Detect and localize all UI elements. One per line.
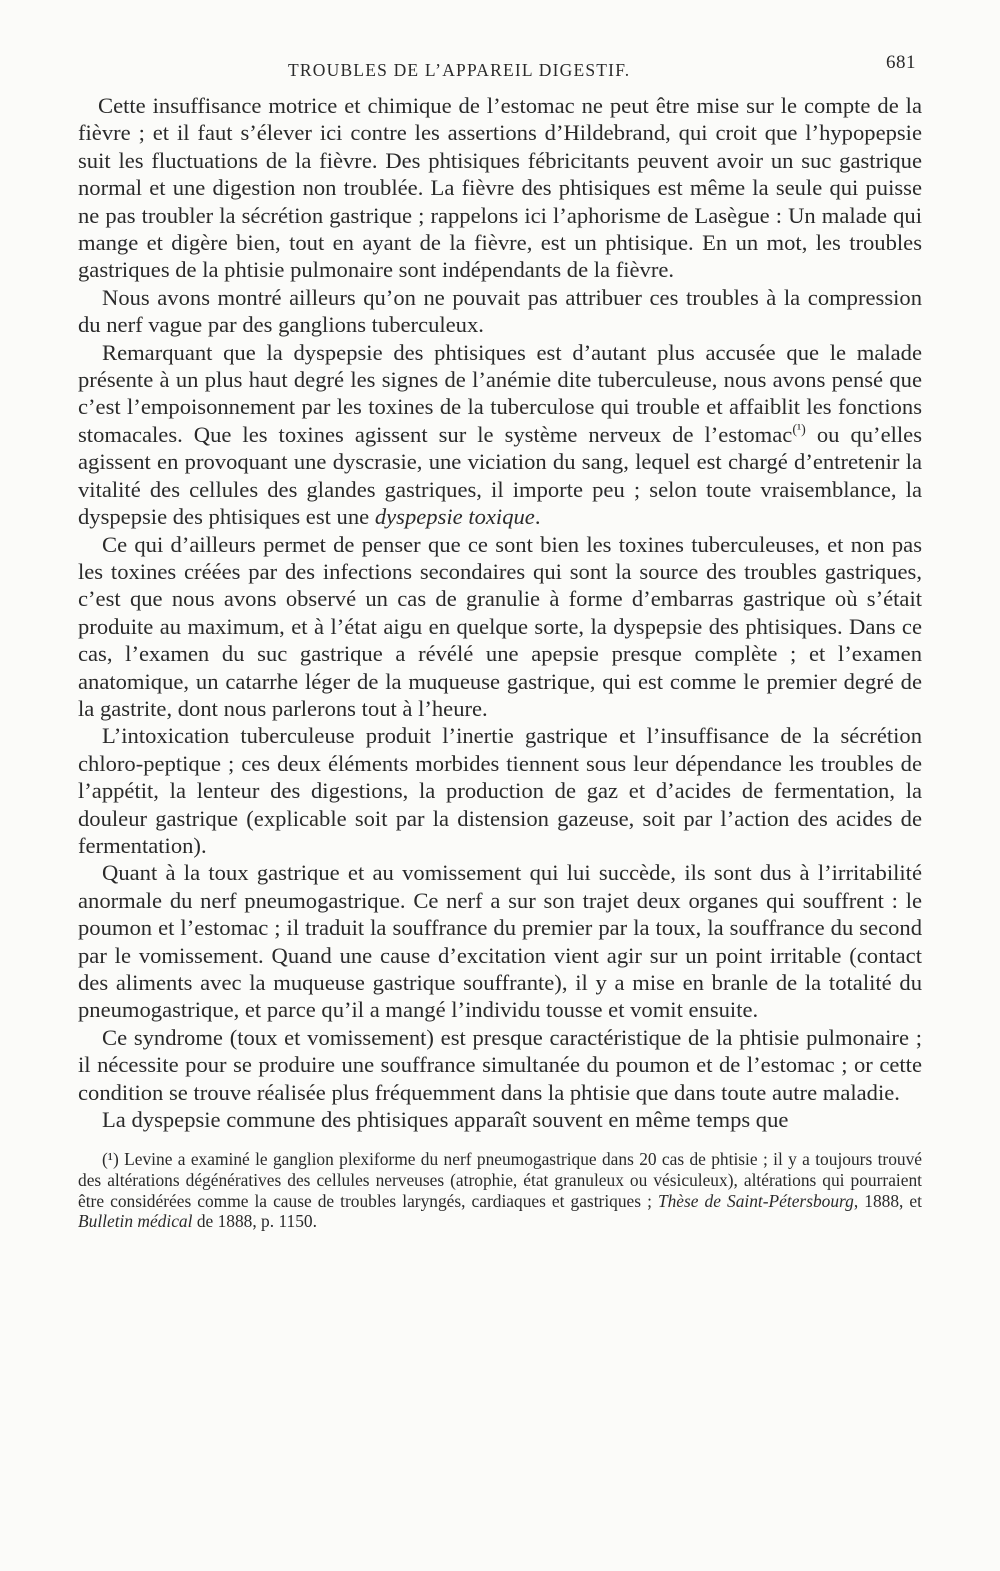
- paragraph-3: [78, 339, 922, 531]
- running-header: [78, 44, 922, 78]
- footnote-text-a: Levine a examiné le ganglion plexiforme du nerf pneumogastrique dans 20 cas de phtisie ; il y a toujours trouvé des altérations dégénératives des cellules nerveuses (atrophie, état granuleux ou vésiculeux), altérations qui pourraient être considérées comme la cause de troubles laryngés, cardiaques et gastriques ;: [78, 1149, 922, 1211]
- dyspepsie-toxique-term: dyspepsie toxique: [374, 504, 535, 530]
- body-text: [78, 92, 922, 1133]
- footnote-text-c: de 1888, p. 1150.: [192, 1211, 317, 1232]
- paragraph-8: La dyspepsie commune des phtisiques apparaît souvent en même temps que: [102, 1107, 789, 1133]
- page-number: 681: [886, 52, 916, 73]
- paragraph-2: Nous avons montré ailleurs qu’on ne pouvait pas attribuer ces troubles à la compression du nerf vague par des ganglions tuberculeux.: [78, 284, 922, 338]
- footnote-reference: (¹): [792, 422, 806, 438]
- paragraph-3-text-b: ou qu’elles agissent en provoquant une dyscrasie, une viciation du sang, lequel est chargé d’entretenir la vitalité des cellules des glandes gastriques, il importe peu ; selon toute vraisemblance, la dyspepsie des phtisiques est une: [78, 421, 922, 530]
- footnote-journal-title: Bulletin médical: [78, 1211, 193, 1232]
- paragraph-4: Ce qui d’ailleurs permet de penser que ce sont bien les toxines tuberculeuses, et non pas les toxines créées par des infections secondaires qui sont la source des troubles gastriques, c’est que nous avons observé un cas de granulie à forme d’embarras gastrique où s’était produite au maximum, et à l’état aigu en quelque sorte, la dyspepsie des phtisiques. Dans ce cas, l’examen du suc gastrique a révélé une apepsie presque complète ; et l’examen anatomique, un catarrhe léger de la muqueuse gastrique, qui est comme le premier degré de la gastrite, dont nous parlerons tout à l’heure.: [78, 531, 922, 721]
- paragraph-3-text-a: Remarquant que la dyspepsie des phtisiques est d’autant plus accusée que le malade présente à un plus haut degré les signes de l’anémie dite tuberculeuse, nous avons pensé que c’est l’empoisonnement par les toxines de la tuberculose qui trouble et affaiblit les fonctions stomacales. Que les toxines agissent sur le système nerveux de l’estomac: [78, 339, 922, 447]
- paragraph-6: Quant à la toux gastrique et au vomissement qui lui succède, ils sont dus à l’irritabilité anormale du nerf pneumogastrique. Ce nerf a sur son trajet deux organes qui souffrent : le poumon et l’estomac ; il traduit la souffrance du premier par la toux, la souffrance du second par le vomissement. Quand une cause d’excitation vient agir sur un point irritable (contact des aliments avec la muqueuse gastrique souffrante), il y a mise en branle de la totalité du pneumogastrique, et parce qu’il a mangé l’individu tousse et vomit ensuite.: [78, 860, 922, 1023]
- paragraph-5: L’intoxication tuberculeuse produit l’inertie gastrique et l’insuffisance de la sécrétion chloro-peptique ; ces deux éléments morbides tiennent sous leur dépendance les troubles de l’appétit, la lenteur des digestions, la production de gaz et d’acides de fermentation, la douleur gastrique (explicable soit par la distension gazeuse, soit par l’action des acides de fermentation).: [78, 723, 922, 858]
- footnote-marker: (¹): [102, 1149, 119, 1170]
- paragraph-7: Ce syndrome (toux et vomissement) est presque caractéristique de la phtisie pulmonaire ; il nécessite pour se produire une souffrance simultanée du poumon et de l’estomac ; or cette condition se trouve réalisée plus fréquemment dans la phtisie que dans toute autre maladie.: [78, 1024, 922, 1105]
- paragraph-3-end: .: [534, 504, 541, 530]
- footnotes: [78, 1149, 922, 1231]
- running-title: TROUBLES DE L’APPAREIL DIGESTIF.: [288, 60, 631, 80]
- footnote-text-b: , 1888, et: [853, 1190, 922, 1211]
- footnote-1: [78, 1149, 922, 1231]
- footnote-thesis-title: Thèse de Saint-Pétersbourg: [657, 1190, 854, 1211]
- paragraph-1: Cette insuffisance motrice et chimique de l’estomac ne peut être mise sur le compte de la fièvre ; et il faut s’élever ici contre les assertions d’Hildebrand, qui croit que l’hypopepsie suit les fluctuations de la fièvre. Des phtisiques fébricitants peuvent avoir un suc gastrique normal et une digestion non troublée. La fièvre des phtisiques est même la seule qui puisse ne pas troubler la sécrétion gastrique ; rappelons ici l’aphorisme de Lasègue : Un malade qui mange et digère bien, tout en ayant de la fièvre, est un phtisique. En un mot, les troubles gastriques de la phtisie pulmonaire sont indépendants de la fièvre.: [78, 93, 922, 283]
